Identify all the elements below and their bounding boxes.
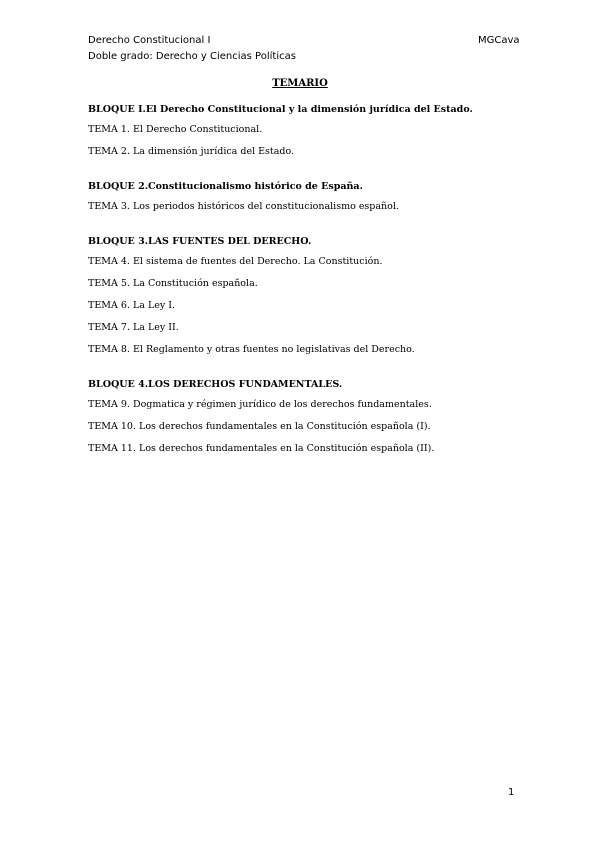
syllabus-content (88, 103, 528, 464)
header-author: MGCava (478, 35, 520, 46)
tema-item: TEMA 6. La Ley I. (88, 300, 176, 311)
bloque-heading: BLOQUE 4.LOS DERECHOS FUNDAMENTALES. (88, 379, 343, 390)
tema-item: TEMA 11. Los derechos fundamentales en la Constitución española (II). (88, 443, 435, 454)
tema-item: TEMA 4. El sistema de fuentes del Derecho. La Constitución. (88, 256, 383, 267)
tema-item: TEMA 7. La Ley II. (88, 322, 179, 333)
tema-item: TEMA 8. El Reglamento y otras fuentes no legislativas del Derecho. (88, 344, 415, 355)
bloque-heading: BLOQUE I.El Derecho Constitucional y la dimensión jurídica del Estado. (88, 104, 473, 115)
tema-item: TEMA 10. Los derechos fundamentales en la Constitución española (I). (88, 421, 431, 432)
header-course: Derecho Constitucional I (88, 35, 211, 46)
tema-item: TEMA 2. La dimensión jurídica del Estado. (88, 146, 295, 157)
tema-item: TEMA 5. La Constitución española. (88, 278, 258, 289)
page-number: 1 (508, 787, 515, 798)
tema-item: TEMA 1. El Derecho Constitucional. (88, 124, 263, 135)
page-title: TEMARIO (272, 78, 328, 89)
bloque-heading: BLOQUE 2.Constitucionalismo histórico de España. (88, 181, 363, 192)
tema-item: TEMA 9. Dogmatica y régimen jurídico de los derechos fundamentales. (88, 399, 432, 410)
header-degree: Doble grado: Derecho y Ciencias Políticas (88, 51, 296, 62)
tema-item: TEMA 3. Los periodos históricos del constitucionalismo español. (88, 201, 399, 212)
bloque-heading: BLOQUE 3.LAS FUENTES DEL DERECHO. (88, 236, 312, 247)
